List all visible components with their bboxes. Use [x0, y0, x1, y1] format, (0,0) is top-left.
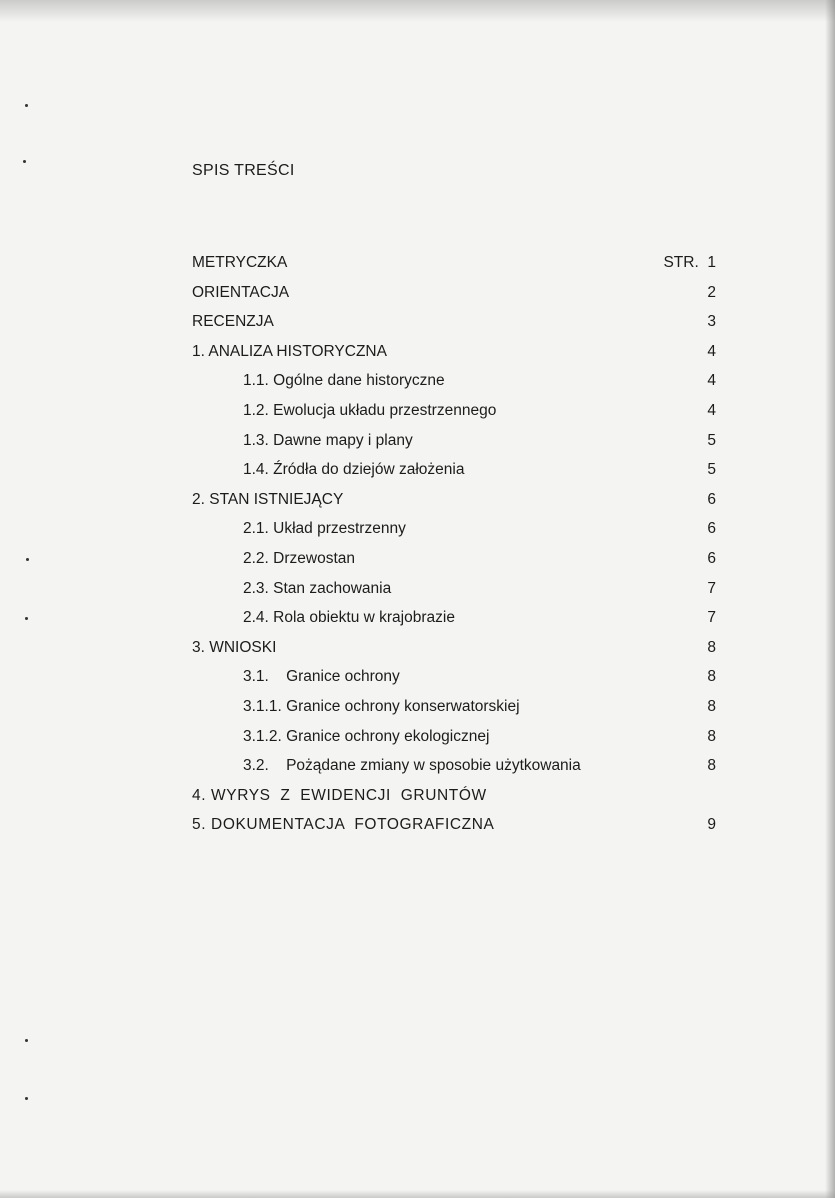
toc-entry-label: 2. STAN ISTNIEJĄCY	[192, 490, 344, 508]
toc-entry-page: 6	[707, 520, 716, 538]
toc-entry-page: 7	[707, 609, 716, 627]
toc-entry	[192, 458, 716, 488]
toc-entry	[192, 517, 716, 547]
toc-entry-label: 1.1. Ogólne dane historyczne	[243, 372, 445, 390]
toc-entry	[192, 547, 716, 577]
toc-entry-page: 7	[707, 579, 716, 597]
toc-entry-page: 8	[707, 697, 716, 715]
toc-entry	[192, 695, 716, 725]
toc-entry	[192, 665, 716, 695]
toc-entry-label: ORIENTACJA	[192, 283, 290, 301]
scan-speck	[26, 558, 29, 561]
toc-entry-page: 8	[707, 757, 716, 775]
toc-entry-label: 4. WYRYS Z EWIDENCJI GRUNTÓW	[192, 786, 487, 804]
toc-entry-page: 4	[707, 401, 716, 419]
toc-entry	[192, 310, 716, 340]
toc-entry-page: 6	[707, 549, 716, 567]
toc-entry	[192, 429, 716, 459]
table-of-contents	[192, 251, 716, 843]
toc-entry	[192, 369, 716, 399]
toc-entry-label: 1.3. Dawne mapy i plany	[243, 431, 413, 449]
toc-entry	[192, 251, 716, 281]
toc-entry	[192, 754, 716, 784]
toc-entry	[192, 340, 716, 370]
toc-entry	[192, 399, 716, 429]
page-title: SPIS TREŚCI	[192, 162, 295, 179]
toc-entry-page: 6	[707, 490, 716, 508]
toc-entry	[192, 636, 716, 666]
toc-entry-page: 4	[707, 342, 716, 360]
scan-edge-top	[0, 0, 835, 22]
toc-entry-page: STR. 1	[663, 254, 716, 271]
toc-entry	[192, 488, 716, 518]
scan-speck	[25, 617, 28, 620]
scan-edge-right	[825, 0, 835, 1198]
toc-entry-label: 2.2. Drzewostan	[243, 549, 355, 567]
scan-speck	[25, 104, 28, 107]
toc-entry-label: 2.4. Rola obiektu w krajobrazie	[243, 609, 455, 627]
toc-entry	[192, 813, 716, 843]
toc-entry-page: 8	[707, 668, 716, 686]
toc-entry-page: 2	[707, 283, 716, 301]
scan-speck	[23, 160, 26, 163]
toc-entry-page: 9	[707, 816, 716, 834]
toc-entry-label: 2.1. Układ przestrzenny	[243, 520, 406, 538]
toc-entry-label: 3.1.1. Granice ochrony konserwatorskiej	[243, 697, 520, 715]
toc-entry-label: 5. DOKUMENTACJA FOTOGRAFICZNA	[192, 816, 495, 834]
toc-entry	[192, 784, 716, 814]
toc-entry-page: 3	[707, 313, 716, 331]
toc-entry-label: 3.2. Pożądane zmiany w sposobie użytkowania	[243, 757, 581, 775]
toc-entry	[192, 606, 716, 636]
toc-entry-label: 1.2. Ewolucja układu przestrzennego	[243, 401, 497, 419]
toc-entry-label: 1.4. Źródła do dziejów założenia	[243, 461, 465, 479]
toc-entry-page: 8	[707, 638, 716, 656]
toc-entry-label: 1. ANALIZA HISTORYCZNA	[192, 342, 387, 360]
toc-entry-page: 5	[707, 461, 716, 479]
toc-entry	[192, 725, 716, 755]
toc-entry	[192, 577, 716, 607]
toc-entry-page: 4	[707, 372, 716, 390]
toc-entry	[192, 281, 716, 311]
scan-edge-bottom	[0, 1190, 835, 1198]
toc-entry-page: 8	[707, 727, 716, 745]
scan-speck	[25, 1039, 28, 1042]
toc-entry-label: RECENZJA	[192, 313, 274, 331]
toc-entry-label: METRYCZKA	[192, 254, 288, 271]
toc-entry-label: 3.1.2. Granice ochrony ekologicznej	[243, 727, 490, 745]
toc-entry-page: 5	[707, 431, 716, 449]
toc-entry-label: 2.3. Stan zachowania	[243, 579, 392, 597]
scan-speck	[25, 1097, 28, 1100]
toc-entry-label: 3.1. Granice ochrony	[243, 668, 400, 686]
toc-entry-label: 3. WNIOSKI	[192, 638, 277, 656]
